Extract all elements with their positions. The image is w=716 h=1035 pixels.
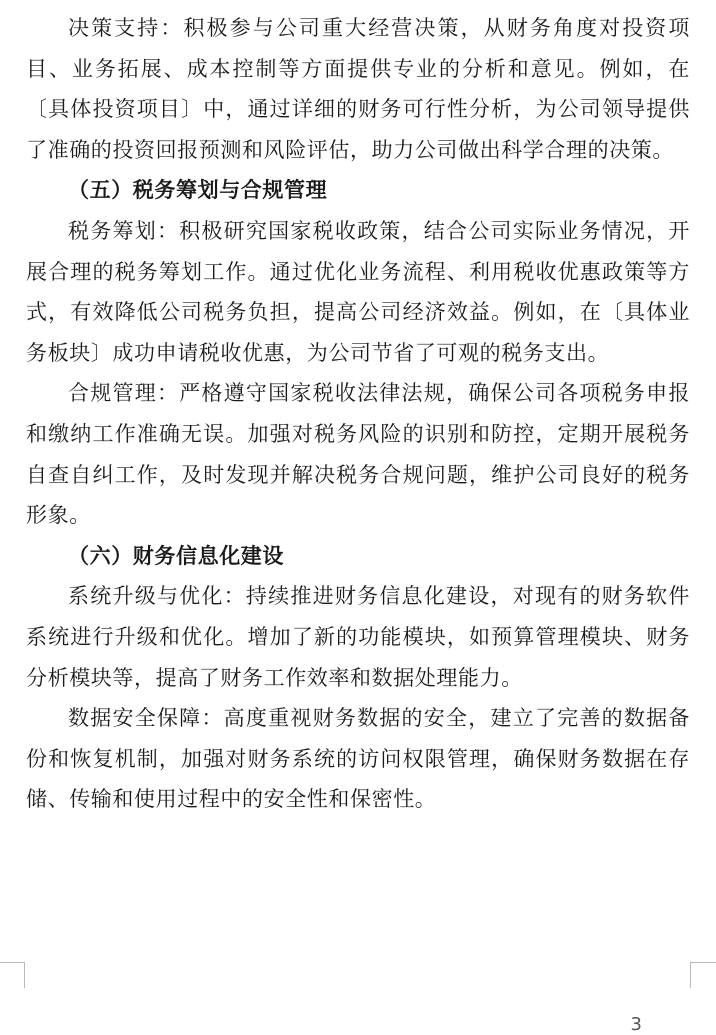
margin-mark-bottom-left-vertical xyxy=(0,962,25,988)
paragraph-compliance: 合规管理：严格遵守国家税收法律法规，确保公司各项税务申报和缴纳工作准确无误。加强对税务风险的识别和防控，定期开展税务自查自纠工作，及时发现并解决税务合规问题，维护公司良好的税务形象。 xyxy=(26,381,690,528)
section-heading-tax: （五）税务筹划与合规管理 xyxy=(68,177,328,203)
paragraph-decision-support: 决策支持：积极参与公司重大经营决策，从财务角度对投资项目、业务拓展、成本控制等方面提供专业的分析和意见。例如，在〔具体投资项目〕中，通过详细的财务可行性分析，为公司领导提供了准确的投资回报预测和风险评估，助力公司做出科学合理的决策。 xyxy=(26,16,690,162)
margin-mark-bottom-right-horizontal xyxy=(690,962,716,963)
paragraph-tax-planning: 税务筹划：积极研究国家税收政策，结合公司实际业务情况，开展合理的税务筹划工作。通过优化业务流程、利用税收优惠政策等方式，有效降低公司税务负担，提高公司经济效益。例如，在〔具体业务板块〕成功申请税收优惠，为公司节省了可观的税务支出。 xyxy=(26,218,690,365)
paragraph-data-security: 数据安全保障：高度重视财务数据的安全，建立了完善的数据备份和恢复机制，加强对财务系统的访问权限管理，确保财务数据在存储、传输和使用过程中的安全性和保密性。 xyxy=(26,706,690,812)
document-body xyxy=(26,8,690,820)
paragraph-system-upgrade: 系统升级与优化：持续推进财务信息化建设，对现有的财务软件系统进行升级和优化。增加了新的功能模块，如预算管理模块、财务分析模块等，提高了财务工作效率和数据处理能力。 xyxy=(26,584,690,690)
page-number: 3 xyxy=(630,1014,642,1035)
section-heading-informatization: （六）财务信息化建设 xyxy=(68,542,284,568)
margin-mark-bottom-right-vertical xyxy=(690,962,691,988)
